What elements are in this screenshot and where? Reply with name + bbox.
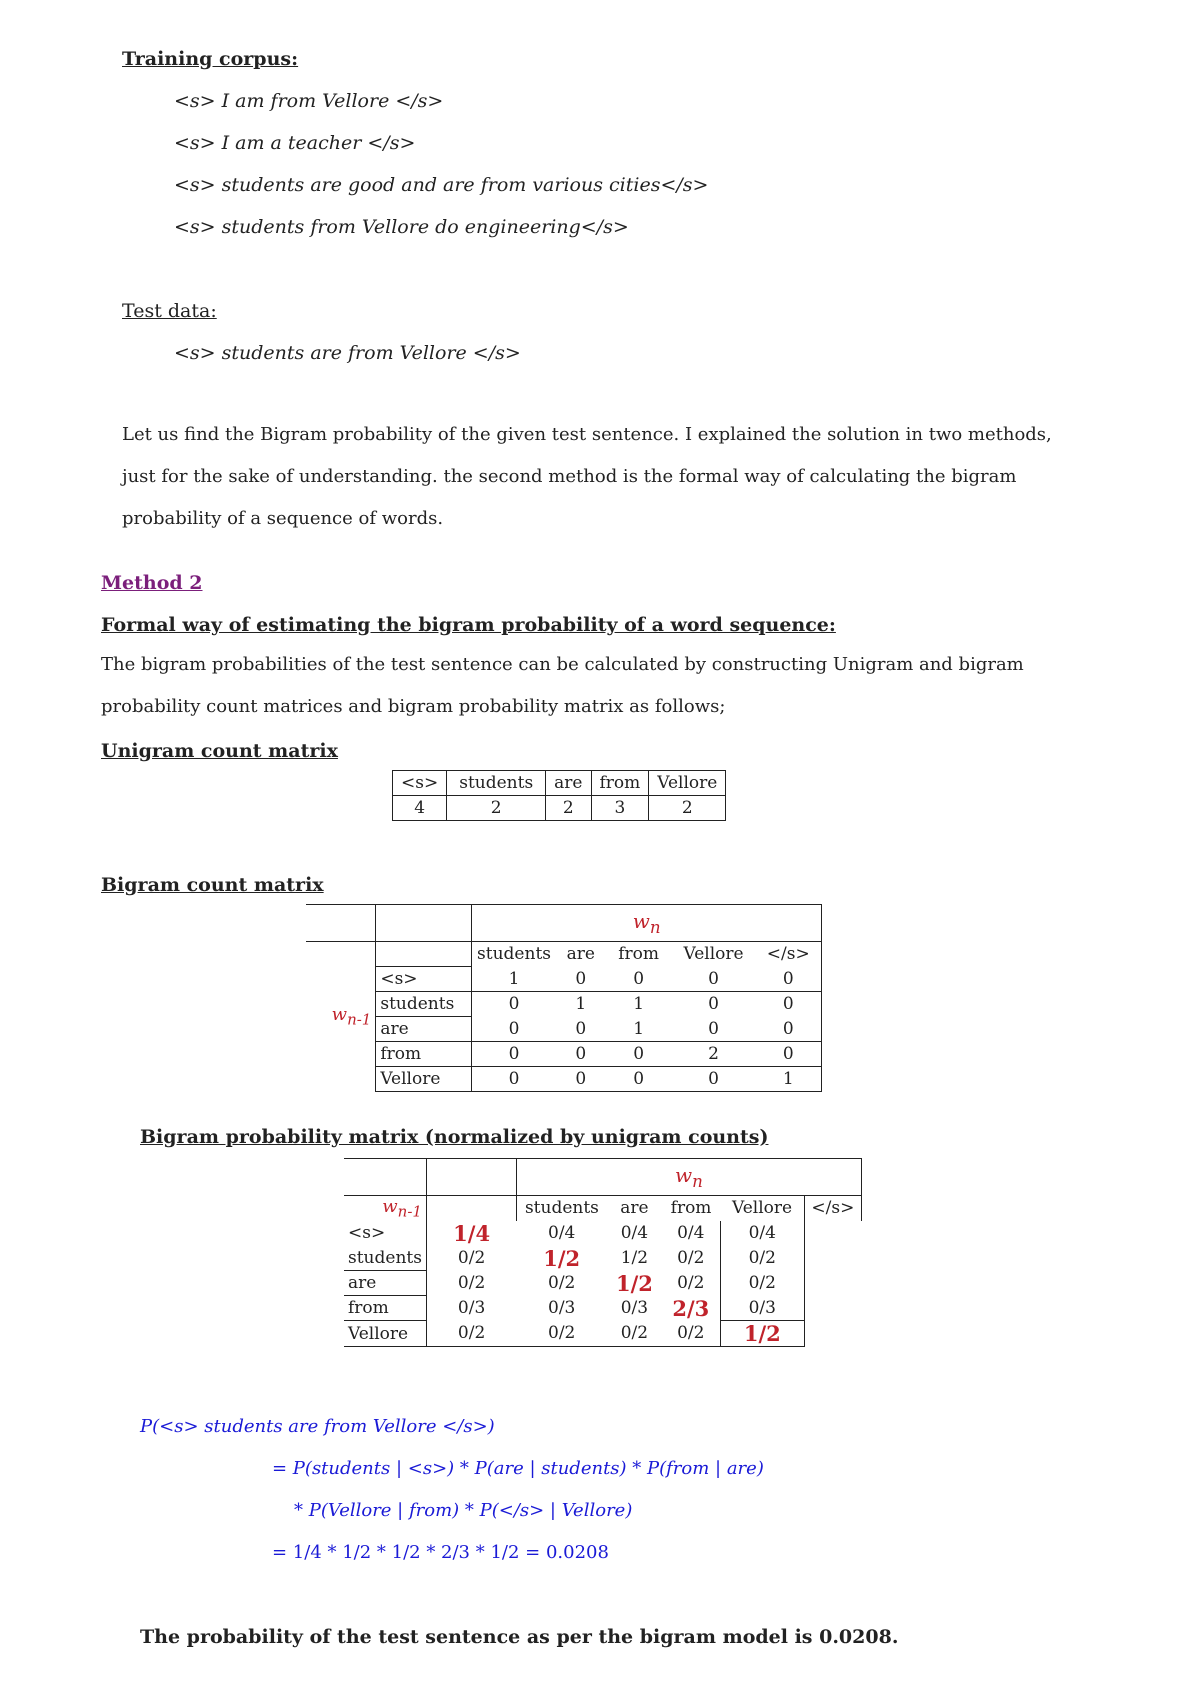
prob-col-header: </s>: [804, 1196, 861, 1221]
cell-value: 0/4: [620, 1223, 649, 1244]
cell-value: 1/2: [743, 1321, 781, 1347]
cell: [662, 1221, 721, 1246]
cell-value: 0/2: [677, 1323, 705, 1344]
bigram-prob-row: [344, 1296, 862, 1321]
bigram-prob-row: [344, 1271, 862, 1296]
prob-col-header: Vellore: [720, 1196, 804, 1221]
cell: 0: [708, 994, 719, 1015]
intro-paragraph: [122, 414, 1082, 540]
cell: 0: [606, 1042, 672, 1067]
cell: 1: [633, 994, 645, 1015]
highlighted-cell: [607, 1271, 662, 1296]
intro-line-3: probability of a sequence of words.: [122, 508, 444, 529]
bigram-prob-row: [344, 1321, 862, 1347]
row-label: <s>: [344, 1221, 426, 1246]
cell: [720, 1246, 804, 1271]
bigram-prob-row: [344, 1221, 862, 1246]
wprev-label: $w_{n-1}$: [382, 1196, 422, 1221]
cell: [607, 1221, 662, 1246]
cell: [426, 1321, 516, 1347]
cell-value: 0/2: [457, 1323, 486, 1344]
cell: [426, 1271, 516, 1296]
cell: [426, 1296, 516, 1321]
unigram-value: 4: [393, 796, 447, 821]
cell: 0: [606, 967, 672, 992]
cell-value: 0/3: [548, 1298, 576, 1319]
bigram-count-row: [306, 1067, 822, 1092]
cell-value: 2/3: [672, 1295, 710, 1321]
calc-line-4: = 1/4 * 1/2 * 1/2 * 2/3 * 1/2 = 0.0208: [272, 1542, 609, 1563]
cell: [662, 1271, 721, 1296]
unigram-value: 2: [546, 796, 591, 821]
calc-line-1: P(<s> students are from Vellore </s>): [140, 1416, 495, 1437]
unigram-value: 2: [649, 796, 726, 821]
test-data-line: <s> students are from Vellore </s>: [174, 342, 521, 364]
intro-line-2: just for the sake of understanding. the second method is the formal way of calculating the bigram: [122, 466, 1017, 487]
cell-value: 0/3: [620, 1298, 649, 1319]
intro-line-1: Let us find the Bigram probability of the given test sentence. I explained the solution in two methods,: [122, 424, 1052, 445]
training-corpus-title: Training corpus:: [122, 48, 299, 70]
unigram-value: 3: [591, 796, 649, 821]
cell-value: 0/2: [748, 1273, 776, 1294]
cell-value: 0/2: [457, 1273, 486, 1294]
bigram-count-row: [306, 992, 822, 1017]
cell: 0: [672, 967, 756, 992]
cell: 1: [606, 1017, 672, 1042]
cell: 0: [672, 1067, 756, 1092]
cell-value: 0/3: [748, 1297, 776, 1318]
conclusion: The probability of the test sentence as per the bigram model is 0.0208.: [140, 1626, 899, 1648]
training-line-2: <s> I am a teacher </s>: [174, 132, 416, 154]
cell: [426, 1246, 516, 1271]
unigram-header: from: [591, 771, 649, 796]
unigram-header: are: [546, 771, 591, 796]
method-desc-line-1: The bigram probabilities of the test sentence can be calculated by constructing Unigram and bigram: [101, 654, 1024, 675]
test-data-title: Test data:: [122, 300, 217, 322]
cell: 1: [472, 967, 556, 992]
training-line-1: <s> I am from Vellore </s>: [174, 90, 444, 112]
cell: 2: [672, 1042, 756, 1067]
row-label: <s>: [376, 967, 472, 992]
highlighted-cell: [516, 1246, 607, 1271]
row-label: are: [344, 1271, 426, 1296]
highlighted-cell: [426, 1221, 516, 1246]
bigram-count-title: Bigram count matrix: [101, 874, 324, 896]
cell: 1: [756, 1067, 822, 1092]
calc-line-2: = P(students | <s>) * P(are | students) * P(from | are): [272, 1458, 764, 1479]
wn-label: $w_n$: [632, 909, 661, 937]
cell-value: 0/3: [457, 1298, 486, 1319]
cell-value: 0/2: [548, 1323, 576, 1344]
bigram-prob-row: [344, 1246, 862, 1271]
cell: 0: [756, 992, 822, 1017]
highlighted-cell: [720, 1321, 804, 1347]
cell-value: 0/4: [677, 1223, 705, 1244]
row-label: from: [376, 1042, 472, 1067]
cell: 0: [556, 1042, 606, 1067]
row-label: students: [376, 992, 472, 1017]
method-subtitle: Formal way of estimating the bigram probability of a word sequence:: [101, 614, 836, 636]
cell: [516, 1321, 607, 1347]
highlighted-cell: [662, 1296, 721, 1321]
cell: [607, 1321, 662, 1347]
prob-col-header: are: [620, 1198, 649, 1219]
cell: 0: [756, 1017, 822, 1042]
bigram-count-table: [306, 904, 822, 1092]
cell-value: 0/2: [677, 1273, 705, 1294]
cell: 0: [472, 1067, 556, 1092]
method-description: [101, 644, 1091, 728]
row-label: Vellore: [376, 1067, 472, 1092]
unigram-table: [392, 770, 726, 821]
cell-value: 0/2: [677, 1248, 705, 1269]
cell-value: 0/2: [620, 1323, 649, 1344]
cell: 0: [556, 1067, 606, 1092]
bigram-prob-title: Bigram probability matrix (normalized by unigram counts): [140, 1126, 769, 1148]
cell: 0: [508, 994, 520, 1015]
cell: 0: [472, 1042, 556, 1067]
method-title: Method 2: [101, 572, 203, 594]
bigram-count-row: [306, 1017, 822, 1042]
prob-col-header: students: [524, 1198, 599, 1219]
wn-label: $w_n$: [674, 1163, 703, 1191]
training-line-3: <s> students are good and are from various cities</s>: [174, 174, 709, 196]
unigram-value-row: [393, 796, 726, 821]
unigram-value: 2: [447, 796, 546, 821]
bigram-col-header: students: [477, 944, 551, 965]
cell: 0: [756, 967, 822, 992]
cell: 0: [672, 1017, 756, 1042]
cell-value: 1/4: [453, 1220, 491, 1246]
unigram-header: Vellore: [649, 771, 726, 796]
cell: 0: [472, 1017, 556, 1042]
cell: 0: [606, 1067, 672, 1092]
cell: [720, 1296, 804, 1321]
row-label: are: [376, 1017, 472, 1042]
training-line-4: <s> students from Vellore do engineering</s>: [174, 216, 629, 238]
cell-value: 0/4: [748, 1223, 776, 1244]
cell-value: 1/2: [615, 1270, 653, 1296]
cell: [720, 1221, 804, 1246]
unigram-title: Unigram count matrix: [101, 740, 338, 762]
calc-line-3: * P(Vellore | from) * P(</s> | Vellore): [294, 1500, 633, 1521]
cell-value: 1/2: [543, 1245, 581, 1271]
cell: 0: [756, 1042, 822, 1067]
cell-value: 0/2: [457, 1248, 486, 1269]
wprev-label: $w_{n-1}$: [331, 1004, 372, 1030]
cell: [607, 1296, 662, 1321]
cell: [516, 1296, 607, 1321]
cell-value: 1/2: [620, 1248, 649, 1269]
row-label: students: [344, 1246, 426, 1271]
cell: [607, 1246, 662, 1271]
method-desc-line-2: probability count matrices and bigram probability matrix as follows;: [101, 696, 726, 717]
row-label: from: [344, 1296, 426, 1321]
row-label: Vellore: [344, 1321, 426, 1347]
cell-value: 0/2: [548, 1273, 576, 1294]
cell: 1: [575, 994, 587, 1015]
cell: [516, 1221, 607, 1246]
bigram-col-header: Vellore: [683, 944, 744, 965]
cell: 0: [556, 1017, 606, 1042]
unigram-header: <s>: [393, 771, 447, 796]
cell: [662, 1246, 721, 1271]
bigram-col-header: from: [618, 944, 660, 965]
bigram-col-header: are: [566, 944, 595, 965]
cell: [662, 1321, 721, 1347]
cell-value: 0/2: [748, 1248, 776, 1269]
prob-col-header: from: [670, 1198, 712, 1219]
cell: [516, 1271, 607, 1296]
cell-value: 0/4: [548, 1223, 576, 1244]
bigram-count-row: [306, 967, 822, 992]
cell: 0: [556, 967, 606, 992]
unigram-header-row: [393, 771, 726, 796]
bigram-col-header: </s>: [756, 942, 822, 967]
bigram-count-row: [306, 1042, 822, 1067]
bigram-prob-table: [344, 1158, 862, 1347]
cell: [720, 1271, 804, 1296]
unigram-header: students: [447, 771, 546, 796]
